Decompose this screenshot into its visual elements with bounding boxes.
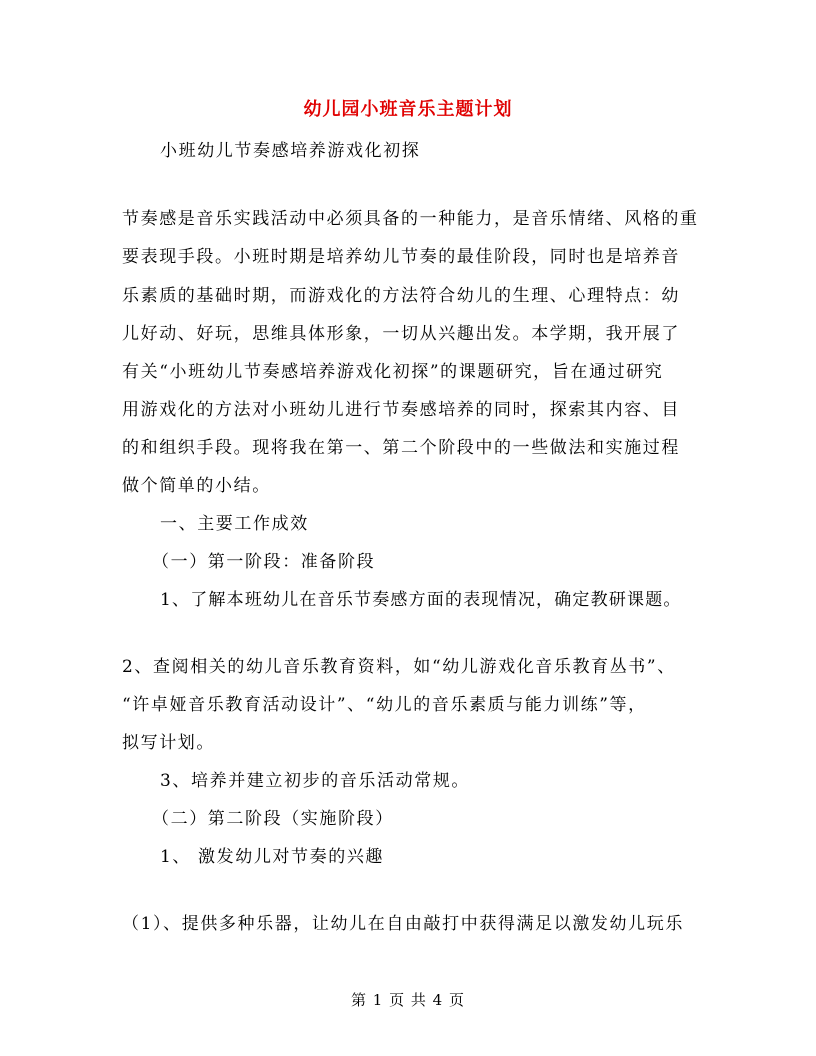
intro-line: 的和组织手段。现将我在第一、第二个阶段中的一些做法和实施过程 [122,438,680,458]
stage-heading: （二）第二阶段（实施阶段） [152,809,394,829]
intro-line: 乐素质的基础时期，而游戏化的方法符合幼儿的生理、心理特点：幼 [122,286,680,306]
section-heading: 一、主要工作成效 [160,514,309,534]
stage-heading: （一）第一阶段：准备阶段 [152,552,376,572]
intro-line: 用游戏化的方法对小班幼儿进行节奏感培养的同时，探索其内容、目 [122,400,680,420]
list-item: 3、培养并建立初步的音乐活动常规。 [160,771,471,791]
list-item: （1）、提供多种乐器，让幼儿在自由敲打中获得满足以激发幼儿玩乐 [122,914,684,934]
list-item-line: “许卓娅音乐教育活动设计”、“幼儿的音乐素质与能力训练”等， [122,695,647,715]
document-title: 幼儿园小班音乐主题计划 [303,99,513,120]
document-subtitle: 小班幼儿节奏感培养游戏化初探 [160,141,421,161]
intro-line: 节奏感是音乐实践活动中必须具备的一种能力，是音乐情绪、风格的重 [122,209,699,229]
list-item-line: 拟写计划。 [122,733,215,753]
list-item-line: 2、查阅相关的幼儿音乐教育资料，如“幼儿游戏化音乐教育丛书”、 [122,657,676,677]
list-item: 1、了解本班幼儿在音乐节奏感方面的表现情况，确定教研课题。 [160,590,682,610]
intro-line: 有关“小班幼儿节奏感培养游戏化初探”的课题研究，旨在通过研究 [122,362,664,382]
intro-line: 要表现手段。小班时期是培养幼儿节奏的最佳阶段，同时也是培养音 [122,247,680,267]
intro-line: 儿好动、好玩，思维具体形象，一切从兴趣出发。本学期，我开展了 [122,324,680,344]
list-item: 1、 激发幼儿对节奏的兴趣 [160,847,385,867]
page-number: 第 1 页 共 4 页 [351,991,465,1009]
intro-line: 做个简单的小结。 [122,476,271,496]
